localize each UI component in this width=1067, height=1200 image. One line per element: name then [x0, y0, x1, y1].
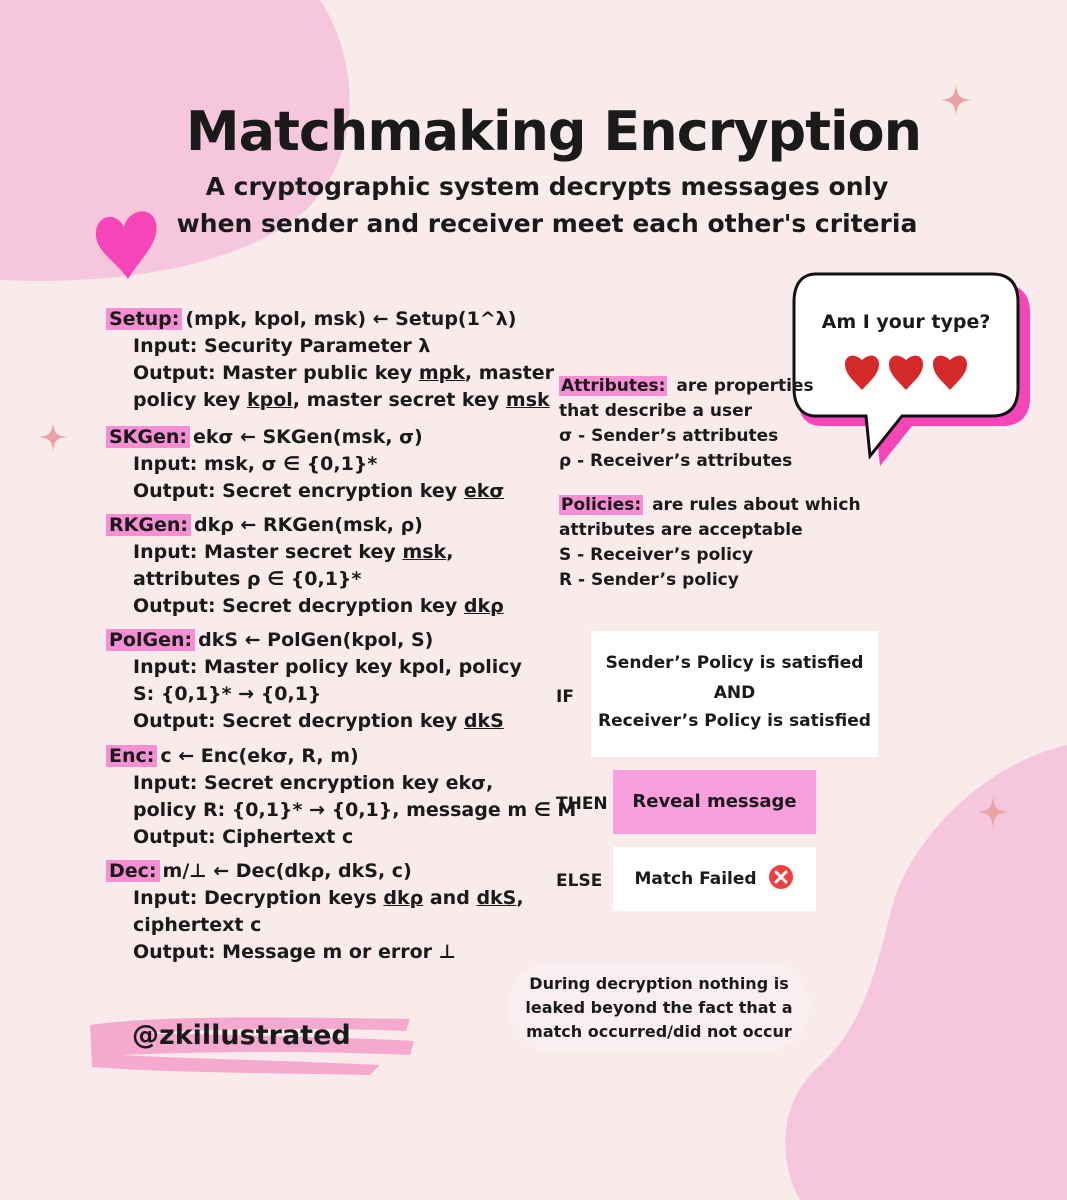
reveal-message-text: Reveal message: [632, 791, 797, 812]
enc-signature: c ← Enc(ekσ, R, m): [160, 745, 359, 767]
dkp-term: dkρ: [463, 595, 504, 617]
note-line: During decryption nothing is: [529, 974, 789, 993]
text: S - Receiver’s policy: [559, 545, 754, 565]
text: attributes are acceptable: [559, 520, 803, 540]
rkgen-signature: dkρ ← RKGen(msk, ρ): [193, 514, 423, 536]
reveal-message-box: [613, 770, 816, 834]
attributes-block: [559, 374, 814, 474]
condition-1: Sender’s Policy is satisfied: [605, 653, 864, 673]
author-handle: @zkillustrated: [132, 1020, 351, 1051]
match-failed-text: Match Failed: [634, 869, 757, 889]
enc-input-cont: policy R: {0,1}* → {0,1}, message m ∈ M: [133, 799, 577, 821]
text: ,: [446, 541, 454, 563]
leakage-note: [508, 962, 810, 1052]
alg-skgen: [106, 424, 546, 505]
alg-dec: [106, 858, 546, 966]
text: Output: Secret decryption key: [133, 595, 464, 617]
rkgen-output: [106, 593, 546, 620]
text: are rules about which: [646, 495, 861, 515]
polgen-input: Input: Master policy key kpol, policy: [133, 656, 522, 678]
text: Output: Secret encryption key: [133, 480, 464, 502]
skgen-output: [106, 478, 546, 505]
condition-box: [591, 631, 878, 757]
polgen-output: [106, 708, 546, 735]
dkp-term: dkρ: [383, 887, 424, 909]
rkgen-input-cont: attributes ρ ∈ {0,1}*: [133, 568, 362, 590]
dec-input: [106, 885, 546, 912]
text: ,: [516, 887, 524, 909]
attributes-tag: Attributes:: [561, 376, 666, 396]
text: Output: Secret decryption key: [133, 710, 464, 732]
note-line: match occurred/did not occur: [526, 1022, 792, 1041]
enc-input: Input: Secret encryption key ekσ,: [133, 772, 494, 794]
dks-term: dkS: [463, 710, 504, 732]
rkgen-input: [106, 539, 546, 566]
then-label: THEN: [556, 794, 608, 814]
page-subtitle: [0, 168, 1067, 242]
msk-term: msk: [402, 541, 447, 563]
error-icon: [768, 864, 794, 890]
dec-input-cont: ciphertext c: [133, 914, 262, 936]
text: , master: [464, 362, 554, 384]
alg-enc: [106, 743, 577, 851]
subtitle-line: A cryptographic system decrypts messages only: [205, 172, 889, 201]
dec-signature: m/⊥ ← Dec(dkρ, dkS, c): [162, 860, 412, 882]
sparkle-icon: [38, 422, 68, 452]
eks-term: ekσ: [463, 480, 505, 502]
setup-tag: Setup:: [106, 308, 182, 330]
setup-output: [106, 360, 554, 387]
kpol-term: kpol: [246, 389, 293, 411]
text: that describe a user: [559, 401, 752, 421]
text: σ - Sender’s attributes: [559, 426, 779, 446]
text: ρ - Receiver’s attributes: [559, 451, 793, 471]
setup-output-cont: [106, 387, 550, 414]
bottom-right-blob: [780, 745, 1067, 1200]
if-label: IF: [556, 687, 574, 707]
polgen-input-cont: S: {0,1}* → {0,1}: [133, 683, 322, 705]
rkgen-tag: RKGen:: [106, 514, 191, 536]
msk-term: msk: [505, 389, 550, 411]
text: Input: Master secret key: [133, 541, 403, 563]
page-title: Matchmaking Encryption: [185, 100, 922, 163]
policies-block: [559, 493, 861, 593]
subtitle-line: when sender and receiver meet each other's criteria: [176, 209, 918, 238]
skgen-tag: SKGen:: [106, 426, 190, 448]
dks-term: dkS: [476, 887, 517, 909]
condition-2: Receiver’s Policy is satisfied: [598, 711, 871, 731]
text: are properties: [670, 376, 814, 396]
hearts-icon: [843, 350, 969, 392]
skgen-signature: ekσ ← SKGen(msk, σ): [193, 426, 423, 448]
polgen-signature: dkS ← PolGen(kpol, S): [198, 629, 434, 651]
sparkle-icon: [977, 796, 1009, 828]
match-failed-box: [613, 847, 816, 911]
skgen-input: Input: msk, σ ∈ {0,1}*: [133, 453, 378, 475]
enc-output: Output: Ciphertext c: [133, 826, 354, 848]
alg-polgen: [106, 627, 546, 735]
text: Input: Decryption keys: [133, 887, 384, 909]
polgen-tag: PolGen:: [106, 629, 195, 651]
text: and: [423, 887, 477, 909]
text: R - Sender’s policy: [559, 570, 739, 590]
policies-tag: Policies:: [561, 495, 642, 515]
alg-rkgen: [106, 512, 546, 620]
setup-input: Input: Security Parameter λ: [133, 335, 431, 357]
else-label: ELSE: [556, 871, 603, 891]
setup-signature: (mpk, kpol, msk) ← Setup(1^λ): [185, 308, 517, 330]
mpk-term: mpk: [418, 362, 465, 384]
and-label: AND: [713, 683, 756, 703]
text: , master secret key: [292, 389, 506, 411]
text: Output: Master public key: [133, 362, 419, 384]
note-line: leaked beyond the fact that a: [525, 998, 793, 1017]
dec-tag: Dec:: [106, 860, 160, 882]
bubble-text: Am I your type?: [821, 311, 991, 333]
dec-output: Output: Message m or error ⊥: [133, 941, 456, 963]
alg-setup: [106, 306, 554, 414]
text: policy key: [133, 389, 247, 411]
enc-tag: Enc:: [106, 745, 157, 767]
